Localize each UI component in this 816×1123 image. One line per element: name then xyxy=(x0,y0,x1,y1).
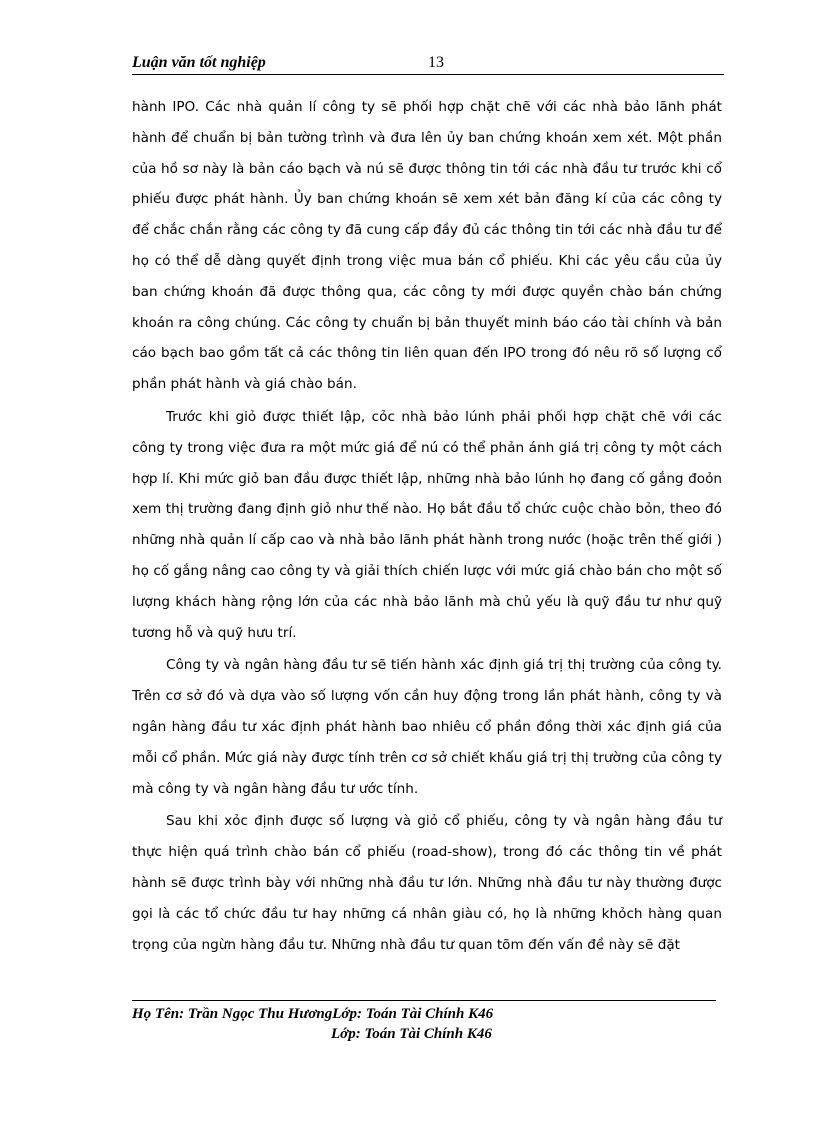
page-number: 13 xyxy=(428,54,444,71)
header-title: Luận văn tốt nghiệp xyxy=(132,54,266,71)
footer-divider xyxy=(132,1000,716,1001)
footer-author-line: Họ Tên: Trần Ngọc Thu HươngLớp: Toán Tài Chính K46 xyxy=(132,1006,494,1022)
page-header xyxy=(132,52,724,75)
body-text xyxy=(132,92,722,962)
paragraph-3: Công ty và ngân hàng đầu tư sẽ tiến hành xác định giá trị thị trường của công ty. Trên cơ sở đó và dựa vào số lượng vốn cần huy động trong lần phát hành, công ty và ngân hàng đầu tư xác định phát hành bao nhiêu cổ phần đồng thời xác định giá của mỗi cổ phần. Mức giá này được tính trên cơ sở chiết khấu giá trị thị trường của công ty mà công ty và ngân hàng đầu tư ước tính. xyxy=(132,657,722,797)
paragraph-2: Trước khi giỏ được thiết lập, cỏc nhà bảo lúnh phải phối hợp chặt chẽ với các công ty trong việc đưa ra một mức giá để nú có thể phản ánh giá trị công ty một cách hợp lí. Khi mức giỏ ban đầu được thiết lập, những nhà bảo lúnh họ đang cố gắng đoỏn xem thị trường đang định giỏ như thế nào. Họ bắt đầu tổ chức cuộc chào bỏn, theo đó những nhà quản lí cấp cao và nhà bảo lãnh phát hành trong nước (hoặc trên thế giới ) họ cố gắng nâng cao công ty và giải thích chiến lược với mức giá chào bán cho một số lượng khách hàng rộng lớn của các nhà bảo lãnh mà chủ yếu là quỹ đầu tư như quỹ tương hỗ và quỹ hưu trí. xyxy=(132,408,722,641)
paragraph-4: Sau khi xỏc định được số lượng và giỏ cổ phiếu, công ty và ngân hàng đầu tư thực hiện quá trình chào bán cổ phiếu (road-show), trong đó các thông tin về phát hành sẽ được trình bày với những nhà đầu tư lớn. Những nhà đầu tư này thường được gọi là các tổ chức đầu tư hay những cá nhân giàu có, họ là những khỏch hàng quan trọng của ngừn hàng đầu tư. Những nhà đầu tư quan tõm đến vấn đề này sẽ đặt xyxy=(132,813,722,953)
footer-class-line: Lớp: Toán Tài Chính K46 xyxy=(331,1026,492,1042)
paragraph-1: hành IPO. Các nhà quản lí công ty sẽ phối hợp chặt chẽ với các nhà bảo lãnh phát hành để chuẩn bị bản tường trình và đưa lên ủy ban chứng khoán xem xét. Một phần của hồ sơ này là bản cáo bạch và nú sẽ được thông tin tới các nhà đầu tư trước khi cổ phiếu được phát hành. Ủy ban chứng khoán sẽ xem xét bản đăng kí của các công ty để chắc chắn rằng các công ty đã cung cấp đầy đủ các thông tin tới các nhà đầu tư để họ có thể dễ dàng quyết định trong việc mua bán cổ phiếu. Khi các yêu cầu của ủy ban chứng khoán đã được thông qua, các công ty mới được quyền chào bán chứng khoán ra công chúng. Các công ty chuẩn bị bản thuyết minh báo cáo tài chính và bản cáo bạch bao gồm tất cả các thông tin liên quan đến IPO trong đó nêu rõ số lượng cổ phần phát hành và giá chào bán. xyxy=(132,99,722,393)
